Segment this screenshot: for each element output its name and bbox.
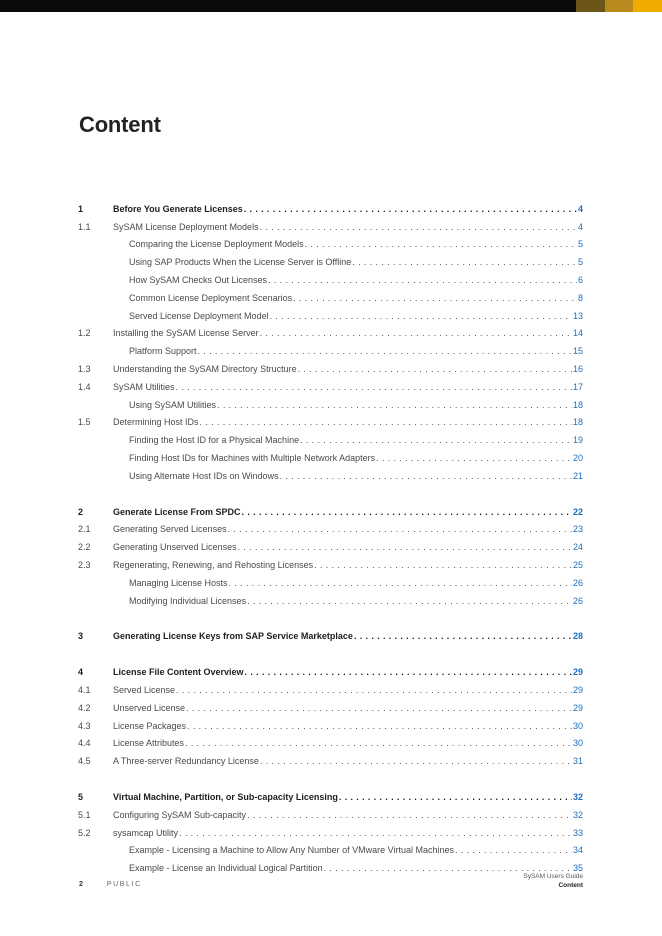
toc-entry[interactable] (78, 306, 583, 324)
toc-entry[interactable] (78, 502, 583, 520)
toc-entry-line (113, 667, 583, 677)
toc-entry-line (129, 578, 583, 588)
toc-entry[interactable] (78, 395, 583, 413)
toc-entry-title[interactable]: License File Content Overview (113, 667, 244, 678)
toc-leader-dots (186, 703, 572, 713)
toc-entry-number: 2.3 (78, 559, 91, 570)
toc-page-link[interactable]: 35 (572, 863, 583, 874)
toc-entry[interactable] (78, 555, 583, 573)
toc-entry-number: 2 (78, 506, 84, 517)
brand-bar-segment (633, 0, 662, 12)
toc-entry-title[interactable]: Using SySAM Utilities (129, 399, 217, 410)
footer-doc-title: SySAM Users Guide (523, 873, 583, 880)
toc-entry-line (113, 810, 583, 820)
toc-entry[interactable] (78, 341, 583, 359)
toc-leader-dots (339, 792, 572, 802)
toc-page-link[interactable]: 33 (572, 827, 583, 838)
toc-entry-line (113, 364, 583, 374)
toc-entry-line (113, 756, 583, 766)
toc-entry-number: 4.2 (78, 702, 91, 713)
footer-section: Content (558, 882, 583, 889)
toc-entry-number: 1.1 (78, 221, 91, 232)
toc-entry-title[interactable]: Example - Licensing a Machine to Allow Any Number of VMware Virtual Machines (129, 845, 454, 856)
toc-entry-line (129, 346, 583, 356)
toc-leader-dots (247, 596, 572, 606)
toc-entry[interactable] (78, 734, 583, 752)
toc-entry[interactable] (78, 217, 583, 235)
toc-entry-number: 4.4 (78, 738, 91, 749)
toc-entry-line (113, 738, 583, 748)
toc-entry-line (113, 382, 583, 392)
footer-classification: PUBLIC (106, 881, 142, 888)
toc-entry-line (113, 685, 583, 695)
toc-entry-line (129, 275, 583, 285)
toc-page-link[interactable]: 4 (577, 203, 583, 214)
toc-page-link[interactable]: 14 (572, 328, 583, 339)
toc-leader-dots (260, 756, 572, 766)
toc-entry[interactable] (78, 680, 583, 698)
toc-entry-title[interactable]: Example - License an Individual Logical Partition (129, 863, 323, 874)
page-title: Content (79, 112, 161, 137)
toc-entry-title[interactable]: Generating License Keys from SAP Service Marketplace (113, 631, 353, 642)
toc-entry-title[interactable]: Comparing the License Deployment Models (129, 239, 304, 250)
toc-entry-line (129, 845, 583, 855)
toc-entry-title[interactable]: Installing the SySAM License Server (113, 328, 259, 339)
toc-leader-dots (260, 328, 572, 338)
toc-entry-title[interactable]: Using Alternate Host IDs on Windows (129, 470, 279, 481)
toc-leader-dots (305, 239, 577, 249)
toc-entry-number: 2.1 (78, 524, 91, 535)
toc-page-link[interactable]: 21 (572, 470, 583, 481)
toc-entry-title[interactable]: Generating Unserved Licenses (113, 542, 237, 553)
toc-page-link[interactable]: 5 (577, 239, 583, 250)
toc-entry-line (129, 471, 583, 481)
toc-leader-dots (260, 222, 577, 232)
toc-entry-title[interactable]: Virtual Machine, Partition, or Sub-capacity Licensing (113, 791, 338, 802)
toc-entry-title[interactable]: License Packages (113, 720, 187, 731)
toc-leader-dots (376, 453, 572, 463)
toc-entry[interactable] (78, 430, 583, 448)
toc-page-link[interactable]: 26 (572, 595, 583, 606)
toc-entry-number: 5.1 (78, 809, 91, 820)
toc-leader-dots (242, 507, 572, 517)
toc-leader-dots (229, 578, 572, 588)
toc-entry-number: 1.5 (78, 417, 91, 428)
toc-entry-number: 4.5 (78, 756, 91, 767)
toc-entry-number: 5.2 (78, 827, 91, 838)
toc-entry-line (113, 560, 583, 570)
toc-entry-title[interactable]: Finding the Host ID for a Physical Machine (129, 435, 300, 446)
toc-leader-dots (198, 346, 572, 356)
toc-entry-line (113, 721, 583, 731)
toc-entry-number: 1 (78, 203, 84, 214)
toc-entry-title[interactable]: Understanding the SySAM Directory Structure (113, 363, 297, 374)
toc-leader-dots (217, 400, 572, 410)
toc-page-link[interactable]: 15 (572, 346, 583, 357)
toc-entry-line (129, 257, 583, 267)
toc-page-link[interactable]: 20 (572, 452, 583, 463)
toc-entry-number: 5 (78, 791, 84, 802)
toc-entry-line (129, 453, 583, 463)
toc-entry-line (113, 792, 583, 802)
toc-page-link[interactable]: 17 (572, 381, 583, 392)
toc-entry-line (113, 631, 583, 641)
toc-entry-title[interactable]: SySAM License Deployment Models (113, 221, 259, 232)
toc-entry-number: 1.2 (78, 328, 91, 339)
toc-entry[interactable] (78, 235, 583, 253)
toc-leader-dots (293, 293, 577, 303)
toc-page-link[interactable]: 4 (577, 221, 583, 232)
toc-entry-line (113, 222, 583, 232)
toc-entry-number: 4.3 (78, 720, 91, 731)
toc-entry-title[interactable]: Served License Deployment Model (129, 310, 269, 321)
toc-entry-title[interactable]: Finding Host IDs for Machines with Multiple Network Adapters (129, 452, 376, 463)
toc-entry-title[interactable]: Served License (113, 684, 176, 695)
toc-entry-line (113, 204, 583, 214)
toc-entry-number: 1.4 (78, 381, 91, 392)
toc-page-link[interactable]: 18 (572, 399, 583, 410)
toc-leader-dots (300, 435, 572, 445)
toc-entry-title[interactable]: Using SAP Products When the License Server is Offline (129, 257, 352, 268)
toc-entry-number: 4 (78, 667, 84, 678)
toc-entry[interactable] (78, 288, 583, 306)
footer-right (523, 872, 583, 890)
toc-page-link[interactable]: 29 (572, 684, 583, 695)
toc-entry-title[interactable]: Determining Host IDs (113, 417, 199, 428)
toc-entry[interactable] (78, 252, 583, 270)
toc-entry-title[interactable]: Generate License From SPDC (113, 506, 241, 517)
toc-entry-title[interactable]: sysamcap Utility (113, 827, 179, 838)
toc-entry-title[interactable]: How SySAM Checks Out Licenses (129, 274, 268, 285)
toc-entry-title[interactable]: Configuring SySAM Sub-capacity (113, 809, 247, 820)
toc-entry-number: 2.2 (78, 542, 91, 553)
toc-leader-dots (244, 204, 577, 214)
toc-entry[interactable] (78, 448, 583, 466)
toc-leader-dots (298, 364, 572, 374)
toc-entry-title[interactable]: Generating Served Licenses (113, 524, 227, 535)
toc-entry-title[interactable]: Before You Generate Licenses (113, 203, 243, 214)
toc-page-link[interactable]: 19 (572, 435, 583, 446)
toc-entry[interactable] (78, 698, 583, 716)
toc-entry-title[interactable]: Managing License Hosts (129, 577, 228, 588)
toc-page-link[interactable]: 16 (572, 363, 583, 374)
toc-entry-line (129, 596, 583, 606)
toc-entry-number: 3 (78, 631, 84, 642)
toc-page-link[interactable]: 29 (572, 702, 583, 713)
toc-entry[interactable] (78, 359, 583, 377)
toc-leader-dots (247, 810, 572, 820)
toc-leader-dots (179, 828, 572, 838)
toc-entry[interactable] (78, 537, 583, 555)
toc-entry-title[interactable]: Regenerating, Renewing, and Rehosting Licenses (113, 559, 314, 570)
toc-entry-line (113, 417, 583, 427)
brand-bar-segment (605, 0, 633, 12)
toc-entry-number: 4.1 (78, 684, 91, 695)
toc-entry-line (129, 863, 583, 873)
toc-entry[interactable] (78, 466, 583, 484)
toc-entry[interactable] (78, 858, 583, 876)
toc-leader-dots (280, 471, 572, 481)
toc-entry[interactable] (78, 627, 583, 645)
toc-entry-line (129, 293, 583, 303)
toc-page-link[interactable]: 32 (572, 791, 583, 802)
toc-leader-dots (268, 275, 577, 285)
toc-leader-dots (187, 721, 572, 731)
footer-left (79, 881, 142, 888)
toc-leader-dots (228, 524, 572, 534)
toc-entry-line (113, 507, 583, 517)
toc-entry[interactable] (78, 324, 583, 342)
toc-page-link[interactable]: 22 (572, 506, 583, 517)
toc-leader-dots (238, 542, 572, 552)
top-brand-bar (0, 0, 662, 12)
toc-page-link[interactable]: 23 (572, 524, 583, 535)
toc-entry-title[interactable]: SySAM Utilities (113, 381, 175, 392)
toc-entry-line (129, 400, 583, 410)
toc-entry-title[interactable]: Platform Support (129, 346, 197, 357)
toc-entry-line (113, 328, 583, 338)
toc-page-link[interactable]: 6 (577, 274, 583, 285)
toc-entry[interactable] (78, 591, 583, 609)
toc-page-link[interactable]: 26 (572, 577, 583, 588)
toc-entry-line (129, 311, 583, 321)
table-of-contents (78, 199, 583, 876)
toc-page-link[interactable]: 34 (572, 845, 583, 856)
toc-leader-dots (270, 311, 572, 321)
brand-bar-segment (576, 0, 605, 12)
toc-page-link[interactable]: 30 (572, 720, 583, 731)
toc-page-link[interactable]: 32 (572, 809, 583, 820)
toc-page-link[interactable]: 5 (577, 257, 583, 268)
toc-leader-dots (245, 667, 572, 677)
toc-entry[interactable] (78, 805, 583, 823)
toc-entry-line (113, 542, 583, 552)
toc-leader-dots (176, 382, 572, 392)
toc-entry-title[interactable]: Unserved License (113, 702, 186, 713)
toc-leader-dots (352, 257, 577, 267)
toc-entry-title[interactable]: License Attributes (113, 738, 185, 749)
toc-leader-dots (176, 685, 572, 695)
toc-entry[interactable] (78, 573, 583, 591)
toc-leader-dots (455, 845, 572, 855)
toc-page-link[interactable]: 29 (572, 667, 583, 678)
toc-leader-dots (200, 417, 572, 427)
toc-entry[interactable] (78, 662, 583, 680)
toc-entry-line (113, 524, 583, 534)
toc-page-link[interactable]: 8 (577, 292, 583, 303)
toc-page-link[interactable]: 31 (572, 756, 583, 767)
toc-entry[interactable] (78, 841, 583, 859)
toc-entry-title[interactable]: A Three-server Redundancy License (113, 756, 259, 767)
toc-page-link[interactable]: 24 (572, 542, 583, 553)
toc-page-link[interactable]: 25 (572, 559, 583, 570)
toc-entry-line (129, 435, 583, 445)
toc-page-link[interactable]: 18 (572, 417, 583, 428)
toc-entry[interactable] (78, 823, 583, 841)
toc-entry[interactable] (78, 199, 583, 217)
toc-leader-dots (354, 631, 572, 641)
toc-page-link[interactable]: 28 (572, 631, 583, 642)
toc-entry[interactable] (78, 751, 583, 769)
toc-entry-number: 1.3 (78, 363, 91, 374)
toc-leader-dots (185, 738, 572, 748)
toc-entry[interactable] (78, 520, 583, 538)
toc-entry-title[interactable]: Modifying Individual Licenses (129, 595, 247, 606)
toc-entry-title[interactable]: Common License Deployment Scenarios (129, 292, 293, 303)
toc-page-link[interactable]: 13 (572, 310, 583, 321)
toc-leader-dots (314, 560, 572, 570)
toc-entry-line (113, 703, 583, 713)
toc-entry-line (113, 828, 583, 838)
toc-entry[interactable] (78, 270, 583, 288)
toc-entry[interactable] (78, 377, 583, 395)
toc-entry[interactable] (78, 413, 583, 431)
toc-entry-line (129, 239, 583, 249)
footer-page-number: 2 (79, 881, 83, 888)
toc-page-link[interactable]: 30 (572, 738, 583, 749)
toc-entry[interactable] (78, 716, 583, 734)
toc-entry[interactable] (78, 787, 583, 805)
